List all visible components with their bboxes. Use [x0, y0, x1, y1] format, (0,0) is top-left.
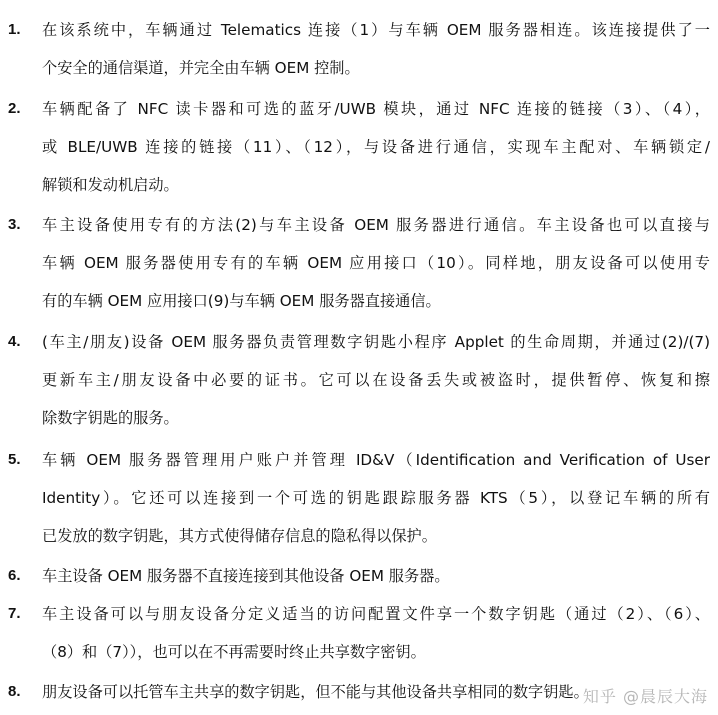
item-text-line: 个安全的通信渠道，并完全由车辆 OEM 控制。: [42, 59, 360, 77]
item-text-line: 解锁和发动机启动。: [42, 176, 179, 194]
item-number: 7.: [8, 605, 21, 622]
watermark: 知乎 @晨辰大海: [582, 687, 708, 706]
item-text-line: 车辆 OEM 服务器管理用户账户并管理 ID&V（Identification and Verification of User: [42, 451, 710, 469]
item-text-line: (车主/朋友)设备 OEM 服务器负责管理数字钥匙小程序 Applet 的生命周期，并通过(2)/(7): [42, 333, 710, 351]
item-text-line: 在该系统中，车辆通过 Telematics 连接（1）与车辆 OEM 服务器相连。该连接提供了一: [42, 21, 710, 39]
item-text-line: 已发放的数字钥匙，其方式使得储存信息的隐私得以保护。: [42, 527, 437, 545]
item-number: 8.: [8, 683, 21, 700]
item-number: 5.: [8, 451, 21, 468]
item-text-line: 除数字钥匙的服务。: [42, 409, 179, 427]
item-text-line: 更新车主/朋友设备中必要的证书。它可以在设备丢失或被盗时，提供暂停、恢复和擦: [42, 371, 710, 389]
item-text-line: 或 BLE/UWB 连接的链接（11）、（12），与设备进行通信，实现车主配对、车辆锁定/: [42, 138, 710, 156]
item-number: 4.: [8, 333, 21, 350]
item-text-line: （8）和（7）），也可以在不再需要时终止共享数字密钥。: [42, 643, 426, 661]
item-text-line: 车辆配备了 NFC 读卡器和可选的蓝牙/UWB 模块，通过 NFC 连接的链接（3）、（4），: [42, 100, 710, 118]
item-text-line: 车主设备可以与朋友设备分定义适当的访问配置文件享一个数字钥匙（通过（2）、（6）、: [42, 605, 710, 623]
item-number: 1.: [8, 21, 21, 38]
item-number: 2.: [8, 100, 21, 117]
item-text-line: 车主设备 OEM 服务器不直接连接到其他设备 OEM 服务器。: [42, 567, 450, 585]
item-text-line: 车主设备使用专有的方法(2)与车主设备 OEM 服务器进行通信。车主设备也可以直接与: [42, 216, 710, 234]
item-text-line: 车辆 OEM 服务器使用专有的车辆 OEM 应用接口（10）。同样地，朋友设备可以使用专: [42, 254, 710, 272]
item-text-line: 朋友设备可以托管车主共享的数字钥匙，但不能与其他设备共享相同的数字钥匙。: [42, 683, 589, 701]
item-number: 6.: [8, 567, 21, 584]
item-text-line: 有的车辆 OEM 应用接口(9)与车辆 OEM 服务器直接通信。: [42, 292, 441, 310]
item-text-line: Identity）。它还可以连接到一个可选的钥匙跟踪服务器 KTS（5），以登记车辆的所有: [42, 489, 710, 507]
item-number: 3.: [8, 216, 21, 233]
